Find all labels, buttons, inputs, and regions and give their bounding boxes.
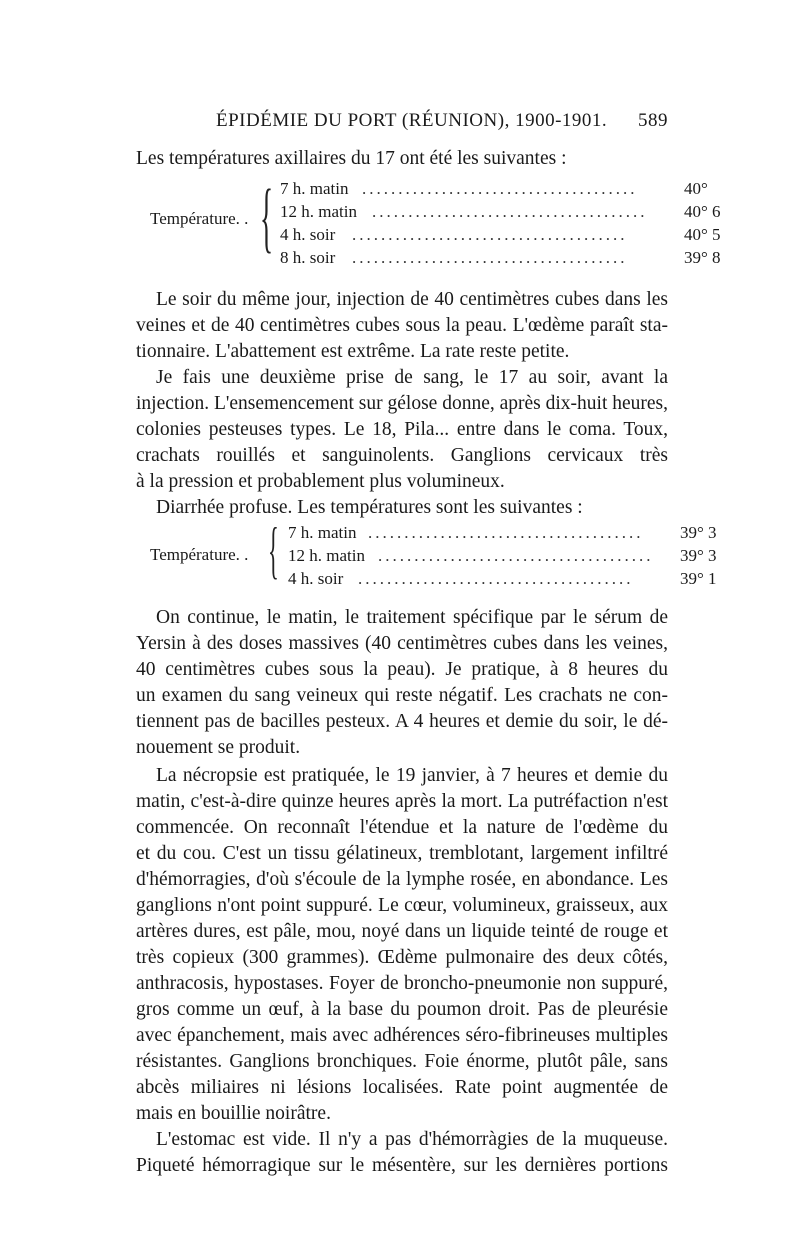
paragraph-line: La nécropsie est pratiquée, le 19 janvier, à 7 heures et demie du (156, 765, 668, 786)
paragraph-line: crachats rouillés et sanguinolents. Ganglions cervicaux très (136, 445, 668, 466)
paragraph-line: 40 centimètres cubes sous la peau). Je pratique, à 8 heures du (136, 659, 668, 680)
intro-line: Les températures axillaires du 17 ont été les suivantes : (136, 148, 567, 169)
temperature-table-1: Température. . { 7 h. matin ...................................... 40° 12 h. matin ...................................... 40° 6 4 h. soir ...................................... 40° 5 8 h. soir ...................................... 39° 8 (150, 173, 721, 267)
page-number: 589 (638, 110, 668, 131)
table-2-label: Température. . (150, 545, 249, 564)
paragraph-line: et du cou. C'est un tissu gélatineux, tremblotant, largement infiltré (136, 843, 668, 864)
paragraph-line: gros comme un œuf, à la base du poumon droit. Pas de pleurésie (136, 999, 668, 1020)
paragraph-line: Je fais une deuxième prise de sang, le 17 au soir, avant la (156, 367, 668, 388)
paragraph-line: résistantes. Ganglions bronchiques. Foie énorme, plutôt pâle, sans (136, 1051, 668, 1072)
paragraph-line: commencée. On reconnaît l'étendue et la nature de l'œdème du (136, 817, 668, 838)
running-header (136, 110, 668, 140)
brace-icon: { (268, 514, 279, 585)
paragraph-line: Diarrhée profuse. Les températures sont les suivantes : (156, 497, 583, 518)
temperature-table-2: Température. . { 7 h. matin ...................................... 39° 3 12 h. matin ...................................... 39° 3 4 h. soir ...................................... 39° 1 (150, 514, 717, 588)
paragraph-line: abcès miliaires ni lésions localisées. Rate point augmentée de (136, 1077, 668, 1098)
paragraph-line: L'estomac est vide. Il n'y a pas d'hémorràgies de la muqueuse. (156, 1129, 668, 1150)
paragraph-line: Piqueté hémorragique sur le mésentère, sur les dernières portions (136, 1155, 668, 1176)
paragraph-line: mais en bouillie noirâtre. (136, 1103, 331, 1124)
brace-icon: { (260, 173, 274, 260)
paragraph-line: matin, c'est-à-dire quinze heures après la mort. La putréfaction n'est (136, 791, 668, 812)
paragraph-line: tiennent pas de bacilles pesteux. A 4 heures et demie du soir, le dé- (136, 711, 668, 732)
header-title: ÉPIDÉMIE DU PORT (RÉUNION), 1900-1901. (216, 110, 608, 131)
paragraph-line: d'hémorragies, d'où s'écoule de la lymphe rosée, en abondance. Les (136, 869, 668, 890)
paragraph-line: veines et de 40 centimètres cubes sous la peau. L'œdème paraît sta- (136, 315, 668, 336)
paragraph-line: nouement se produit. (136, 737, 301, 758)
paragraph-line: un examen du sang veineux qui reste négatif. Les crachats ne con- (136, 685, 668, 706)
table-1-label: Température. . (150, 209, 249, 228)
paragraph-line: tionnaire. L'abattement est extrême. La rate reste petite. (136, 341, 570, 362)
paragraph-line: ganglions n'ont point suppuré. Le cœur, volumineux, graisseux, aux (136, 895, 668, 916)
paragraph-line: colonies pesteuses types. Le 18, Pila... entre dans le coma. Toux, (136, 419, 668, 440)
paragraph-line: à la pression et probablement plus volumineux. (136, 471, 505, 492)
paragraph-line: très copieux (300 grammes). Œdème pulmonaire des deux côtés, (136, 947, 668, 968)
paragraph-line: Le soir du même jour, injection de 40 centimètres cubes dans les (156, 289, 668, 310)
paragraph-line: anthracosis, hypostases. Foyer de broncho-pneumonie non suppuré, (136, 973, 668, 994)
paragraph-line: injection. L'ensemencement sur gélose donne, après dix-huit heures, (136, 393, 668, 414)
paragraph-line: On continue, le matin, le traitement spécifique par le sérum de (156, 607, 668, 628)
paragraph-line: Yersin à des doses massives (40 centimètres cubes dans les veines, (136, 633, 668, 654)
paragraph-line: artères dures, est pâle, mou, noyé dans un liquide teinté de rouge et (136, 921, 668, 942)
paragraph-line: avec épanchement, mais avec adhérences séro-fibrineuses multiples (136, 1025, 668, 1046)
